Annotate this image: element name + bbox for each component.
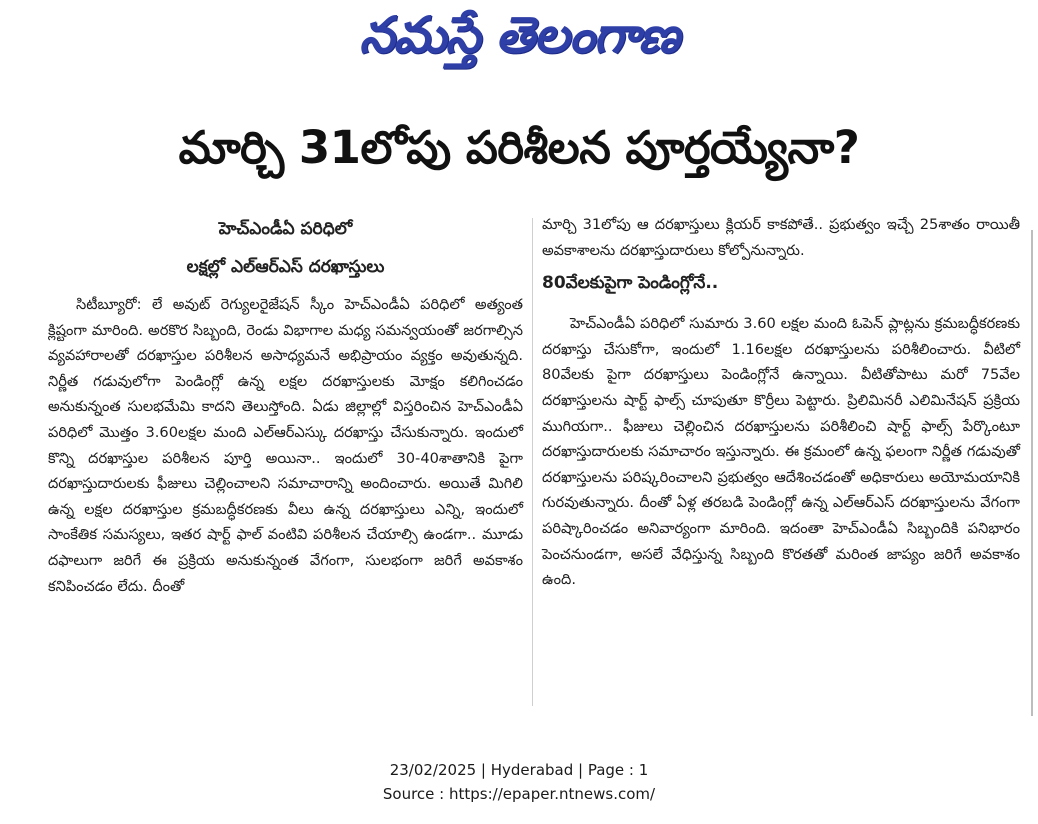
left-subhead-line1: హెచ్ఎండీఏ పరిధిలో: [218, 219, 353, 239]
newspaper-logo-title: నమస్తే తెలంగాణ: [359, 5, 679, 64]
right-body-paragraph: హెచ్ఎండీఏ పరిధిలో సుమారు 3.60 లక్షల మంది ఓపెన్ ప్లాట్లను క్రమబద్ధీకరణకు దరఖాస్తు చేసుకోగా, ఇందులో 1.16లక్షల దరఖాస్తులను పరిశీలించారు. వీటిలో 80వేలకు పైగా దరఖాస్తులు పెండింగ్లోనే ఉన్నాయి. వీటితోపాటు మరో 75వేల దరఖాస్తులను షార్ట్ ఫాల్స్ చూపుతూ కొర్రీలు పెట్టారు. ప్రిలిమినరీ ఎలిమినేషన్ ప్రక్రియ ముగియగా.. ఫీజులు చెల్లించిన దరఖాస్తులను పరిశీలించి షార్ట్ ఫాల్స్ పేర్కొంటూ దరఖాస్తుదారులకు సమాచారం ఇస్తున్నారు. ఈ క్రమంలో ఉన్న ఫలంగా నిర్ణీత గడువుతో దరఖాస్తులను పరిష్కరించాలని ప్రభుత్వం ఆదేశించడంతో అధికారులు అయోమయానికి గురవుతున్నారు. దీంతో ఏళ్ల తరబడి పెండింగ్లో ఉన్న ఎల్ఆర్ఎస్ దరఖాస్తులను వేగంగా పరిష్కారించడం అనివార్యంగా మారింది. ఇదంతా హెచ్ఎండీఏ సిబ్బందికి పనిభారం పెంచనుండగా, అసలే వేధిస్తున్న సిబ్బంది కొరతతో మరింత జాప్యం జరిగే అవకాశం ఉంది.: [542, 315, 1020, 589]
column-divider: [532, 218, 533, 706]
right-edge-border: [1031, 230, 1033, 716]
masthead: [0, 2, 1038, 80]
footer-source: Source : https://epaper.ntnews.com/: [382, 785, 656, 803]
left-subhead-line2: లక్షల్లో ఎల్ఆర్ఎస్ దరఖాస్తులు: [186, 257, 385, 277]
left-column: [48, 212, 523, 599]
left-body-paragraph: సిటీబ్యూరో: లే అవుట్ రెగ్యులరైజేషన్ స్కీం హెచ్ఎండీఏ పరిధిలో అత్యంత క్లిష్టంగా మారింది. అరకొర సిబ్బంది, రెండు విభాగాల మధ్య సమన్వయంతో జరగాల్సిన వ్యవహారాలతో దరఖాస్తుల పరిశీలన అసాధ్యమనే అభిప్రాయం వ్యక్తం అవుతున్నది. నిర్ణీత గడువులోగా పెండింగ్లో ఉన్న లక్షల దరఖాస్తులకు మోక్షం కలిగించడం అనుకున్నంత సులభమేమి కాదని తెలుస్తోంది. ఏడు జిల్లాల్లో విస్తరించిన హెచ్ఎండీఏ పరిధిలో మొత్తం 3.60లక్షల మంది ఎల్ఆర్ఎస్కు దరఖాస్తు చేసుకున్నారు. ఇందులో కొన్ని దరఖాస్తుల పరిశీలన పూర్తి అయినా.. ఇందులో 30-40శాతానికి పైగా దరఖాస్తుదారులకు ఫీజులు చెల్లించాలని సమాచారాన్ని అందించారు. అయితే మిగిలి ఉన్న లక్షల దరఖాస్తుల క్రమబద్ధీకరణకు వీలు ఉన్న దరఖాస్తులు ఎన్ని, ఇందులో సాంకేతిక సమస్యలు, ఇతర షార్ట్ ఫాల్ వంటివి పరిశీలన చేయాల్సి ఉండగా.. మూడు దఫాలుగా జరిగే ఈ ప్రక్రియ అనుకున్నంత వేగంగా, సులభంగా జరిగే అవకాశం కనిపించడం లేదు. దీంతో: [48, 296, 523, 595]
right-lead-paragraph: మార్చి 31లోపు ఆ దరఖాస్తులు క్లియర్ కాకపోతే.. ప్రభుత్వం ఇచ్చే 25శాతం రాయితీ అవకాశాలను దరఖాస్తుదారులు కోల్పోనున్నారు.: [542, 216, 1020, 259]
headline: మార్చి 31లోపు పరిశీలన పూర్తయ్యేనా?: [178, 121, 860, 174]
right-subhead: 80వేలకుపైగా పెండింగ్లోనే..: [542, 273, 719, 294]
right-column: [542, 212, 1020, 593]
footer: [0, 758, 1038, 806]
footer-date-location-page: 23/02/2025 | Hyderabad | Page : 1: [389, 761, 649, 779]
